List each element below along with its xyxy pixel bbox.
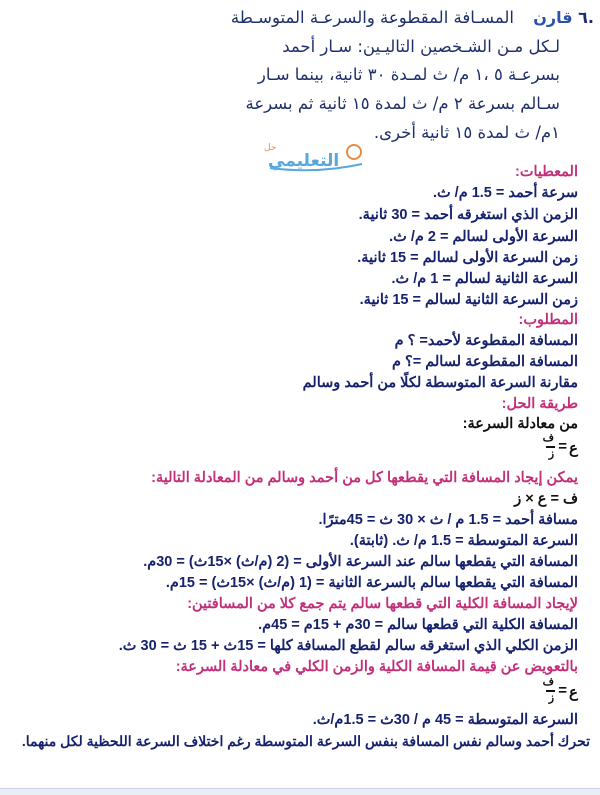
question-line-4: سـالم بسرعة ٢ م/ ث لمدة ١٥ ثانية ثم بسرعة <box>245 94 560 113</box>
formula-denominator: ز <box>548 448 554 460</box>
step-salem-total-distance: المسافة الكلية التي قطعها سالم = 30م + 15م = 45م. <box>258 617 578 633</box>
required-1: المسافة المقطوعة لأحمد= ؟ م <box>394 333 578 349</box>
formula-lhs: ع <box>569 684 578 701</box>
given-4: زمن السرعة الأولى لسالم = 15 ثانية. <box>357 250 578 266</box>
watermark-text: التعليمي <box>268 151 340 171</box>
givens-title: المعطيات: <box>515 164 578 180</box>
total-intro: لإيجاد المسافة الكلية التي قطعها سالم يتم جمع كلا من المسافتين: <box>187 596 578 612</box>
step-ahmad-distance: مسافة أحمد = 1.5 م / ث × 30 ث = 45مترًا. <box>318 512 578 528</box>
formula-numerator: ف <box>542 432 554 444</box>
step-ahmad-avg-speed: السرعة المتوسطة = 1.5 م/ ث. (ثابتة). <box>349 533 578 549</box>
given-1: سرعة أحمد = 1.5 م/ ث. <box>432 185 578 201</box>
formula-lhs: ع <box>569 440 578 457</box>
question-line-3: بسرعـة ٥ ،١ م/ ث لمـدة ٣٠ ثانية، بينما سـار <box>257 65 560 84</box>
question-keyword: قارن <box>533 8 573 27</box>
given-6: زمن السرعة الثانية لسالم = 15 ثانية. <box>359 292 578 308</box>
step-salem-total-time: الزمن الكلي الذي استغرقه سالم لقطع المسافة كلها = 15ث + 15 ث = 30 ث. <box>118 638 578 654</box>
formula-equals: = <box>558 682 567 699</box>
formula-denominator: ز <box>548 692 554 704</box>
question-line-1: المسـافة المقطوعة والسرعـة المتوسـطة <box>230 8 514 27</box>
method-intro: من معادلة السرعة: <box>462 416 578 432</box>
question-number-value: .٦ <box>578 8 594 27</box>
step-salem-distance-1: المسافة التي يقطعها سالم عند السرعة الأولى = (2 (م/ث) ×15ث) = 30م. <box>143 554 578 570</box>
formula-numerator: ف <box>542 676 554 688</box>
watermark-prefix: حل <box>264 143 277 153</box>
substitute-intro: بالتعويض عن قيمة المسافة الكلية والزمن الكلي في معادلة السرعة: <box>175 659 578 675</box>
distance-intro: يمكن إيجاد المسافة التي يقطعها كل من أحمد وسالم من المعادلة التالية: <box>151 470 578 486</box>
given-2: الزمن الذي استغرقه أحمد = 30 ثانية. <box>358 207 578 223</box>
question-line-5: ١م/ ث لمدة ١٥ ثانية أخرى. <box>373 123 560 142</box>
question-line-2: لـكل مـن الشـخصين التاليـين: سـار أحمد <box>282 37 560 56</box>
method-title: طريقة الحل: <box>501 396 578 412</box>
given-3: السرعة الأولى لسالم = 2 م/ ث. <box>389 229 578 245</box>
speed-formula-2 <box>538 676 578 706</box>
speed-formula-1 <box>538 432 578 462</box>
question-number <box>533 8 594 27</box>
required-2: المسافة المقطوعة لسالم =؟ م <box>392 354 578 370</box>
page-bottom-rule <box>0 788 600 795</box>
required-title: المطلوب: <box>518 312 578 328</box>
required-3: مقارنة السرعة المتوسطة لكلًا من أحمد وسالم <box>302 375 578 391</box>
given-5: السرعة الثانية لسالم = 1 م/ ث. <box>391 271 578 287</box>
step-salem-distance-2: المسافة التي يقطعها سالم بالسرعة الثانية = (1 (م/ث) ×15ث) = 15م. <box>165 575 578 591</box>
formula-equals: = <box>558 438 567 455</box>
conclusion: تحرك أحمد وسالم نفس المسافة بنفس السرعة المتوسطة رغم اختلاف السرعة اللحظية لكل منهما. <box>21 733 590 749</box>
distance-formula: ف = ع × ز <box>514 491 578 507</box>
avg-speed-result: السرعة المتوسطة = 45 م / 30ث = 1.5م/ث. <box>312 712 578 728</box>
